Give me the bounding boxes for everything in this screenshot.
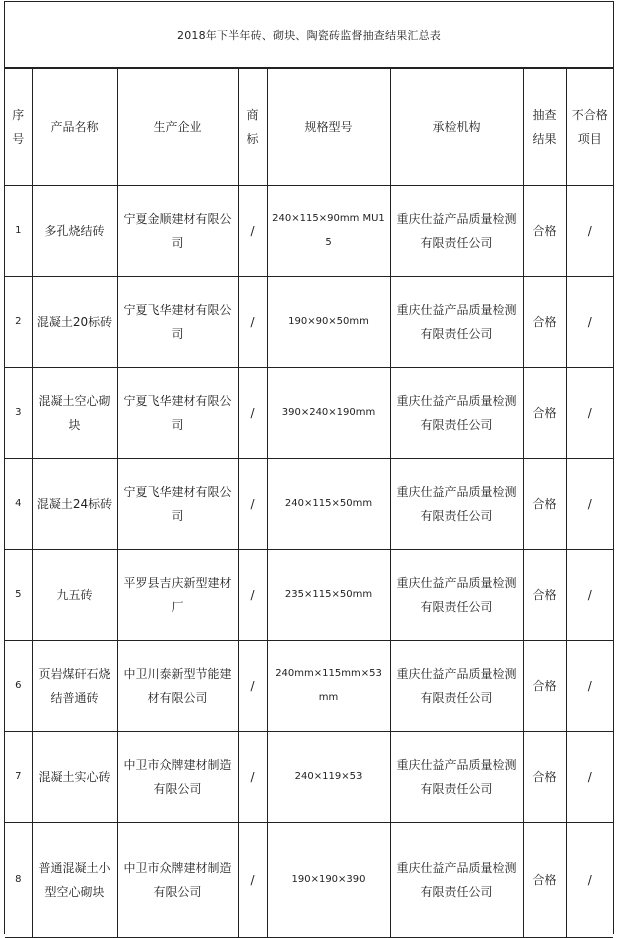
cell-product: 页岩煤矸石烧结普通砖 <box>32 641 117 732</box>
cell-agency: 重庆仕益产品质量检测有限责任公司 <box>390 368 523 459</box>
cell-result: 合格 <box>523 459 566 550</box>
cell-spec: 240×115×50mm <box>267 459 390 550</box>
header-fail-items: 不合格项目 <box>566 69 613 186</box>
cell-spec: 190×190×390 <box>267 823 390 938</box>
cell-product: 混凝土实心砖 <box>32 732 117 823</box>
cell-seq: 8 <box>5 823 32 938</box>
cell-agency: 重庆仕益产品质量检测有限责任公司 <box>390 732 523 823</box>
header-agency: 承检机构 <box>390 69 523 186</box>
cell-seq: 1 <box>5 186 32 277</box>
cell-spec: 235×115×50mm <box>267 550 390 641</box>
cell-company: 中卫川泰新型节能建材有限公司 <box>117 641 238 732</box>
header-brand: 商标 <box>238 69 267 186</box>
cell-spec: 240mm×115mm×53mm <box>267 641 390 732</box>
cell-product: 普通混凝土小型空心砌块 <box>32 823 117 938</box>
cell-company: 中卫市众牌建材制造有限公司 <box>117 732 238 823</box>
header-product: 产品名称 <box>32 69 117 186</box>
cell-result: 合格 <box>523 186 566 277</box>
cell-fail-items: / <box>566 459 613 550</box>
table-row <box>5 550 613 641</box>
header-spec: 规格型号 <box>267 69 390 186</box>
cell-company: 宁夏飞华建材有限公司 <box>117 368 238 459</box>
cell-company: 平罗县吉庆新型建材厂 <box>117 550 238 641</box>
cell-company: 宁夏金顺建材有限公司 <box>117 186 238 277</box>
header-company: 生产企业 <box>117 69 238 186</box>
cell-fail-items: / <box>566 186 613 277</box>
cell-agency: 重庆仕益产品质量检测有限责任公司 <box>390 459 523 550</box>
cell-agency: 重庆仕益产品质量检测有限责任公司 <box>390 550 523 641</box>
cell-product: 混凝土空心砌块 <box>32 368 117 459</box>
table-title: 2018年下半年砖、砌块、陶瓷砖监督抽查结果汇总表 <box>5 2 613 68</box>
cell-company: 中卫市众牌建材制造有限公司 <box>117 823 238 938</box>
cell-result: 合格 <box>523 823 566 938</box>
cell-product: 九五砖 <box>32 550 117 641</box>
cell-seq: 3 <box>5 368 32 459</box>
cell-result: 合格 <box>523 277 566 368</box>
cell-brand: / <box>238 641 267 732</box>
cell-result: 合格 <box>523 550 566 641</box>
cell-agency: 重庆仕益产品质量检测有限责任公司 <box>390 641 523 732</box>
cell-result: 合格 <box>523 641 566 732</box>
cell-fail-items: / <box>566 732 613 823</box>
table-row <box>5 186 613 277</box>
cell-spec: 390×240×190mm <box>267 368 390 459</box>
table-row <box>5 277 613 368</box>
cell-agency: 重庆仕益产品质量检测有限责任公司 <box>390 823 523 938</box>
header-result: 抽查结果 <box>523 69 566 186</box>
cell-result: 合格 <box>523 368 566 459</box>
cell-brand: / <box>238 368 267 459</box>
results-sheet <box>4 1 614 934</box>
cell-seq: 7 <box>5 732 32 823</box>
cell-fail-items: / <box>566 368 613 459</box>
cell-product: 多孔烧结砖 <box>32 186 117 277</box>
table-row <box>5 368 613 459</box>
cell-brand: / <box>238 459 267 550</box>
cell-product: 混凝土20标砖 <box>32 277 117 368</box>
cell-brand: / <box>238 277 267 368</box>
cell-fail-items: / <box>566 641 613 732</box>
header-row <box>5 69 613 186</box>
cell-product: 混凝土24标砖 <box>32 459 117 550</box>
cell-fail-items: / <box>566 823 613 938</box>
results-table <box>5 68 613 938</box>
cell-brand: / <box>238 732 267 823</box>
cell-seq: 6 <box>5 641 32 732</box>
header-seq: 序号 <box>5 69 32 186</box>
cell-company: 宁夏飞华建材有限公司 <box>117 277 238 368</box>
cell-result: 合格 <box>523 732 566 823</box>
cell-seq: 4 <box>5 459 32 550</box>
cell-agency: 重庆仕益产品质量检测有限责任公司 <box>390 277 523 368</box>
table-row <box>5 641 613 732</box>
table-row <box>5 732 613 823</box>
cell-brand: / <box>238 186 267 277</box>
cell-spec: 190×90×50mm <box>267 277 390 368</box>
cell-seq: 2 <box>5 277 32 368</box>
cell-fail-items: / <box>566 277 613 368</box>
cell-fail-items: / <box>566 550 613 641</box>
cell-spec: 240×115×90mm MU15 <box>267 186 390 277</box>
cell-brand: / <box>238 823 267 938</box>
table-row <box>5 823 613 938</box>
cell-agency: 重庆仕益产品质量检测有限责任公司 <box>390 186 523 277</box>
cell-brand: / <box>238 550 267 641</box>
cell-seq: 5 <box>5 550 32 641</box>
cell-company: 宁夏飞华建材有限公司 <box>117 459 238 550</box>
table-row <box>5 459 613 550</box>
cell-spec: 240×119×53 <box>267 732 390 823</box>
